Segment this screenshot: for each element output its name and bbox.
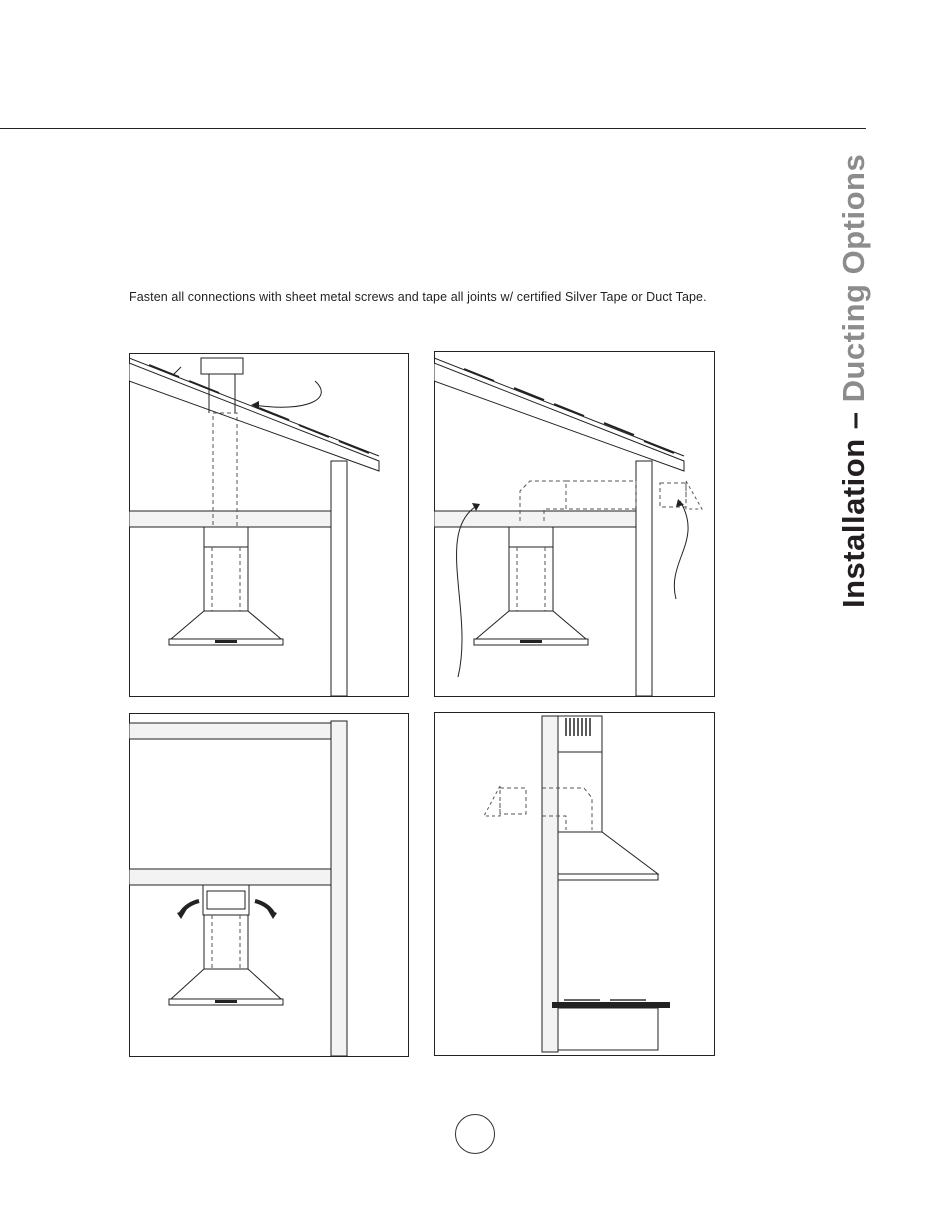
instruction-text: Fasten all connections with sheet metal screws and tape all joints w/ certified Silver Tape or Duct Tape. (129, 290, 707, 304)
section-title (836, 154, 872, 608)
section-title-accent: Ducting Options (836, 153, 871, 403)
header-rule (0, 128, 866, 129)
diagram-wall-horizontal-ducting (434, 351, 716, 698)
diagram-recirculating-installation (129, 713, 410, 1058)
diagram-roof-vertical-ducting (129, 353, 410, 698)
page-number-circle (455, 1114, 495, 1154)
diagram-wall-mount-ducting (434, 712, 716, 1057)
section-title-prefix: Installation – (836, 411, 871, 608)
